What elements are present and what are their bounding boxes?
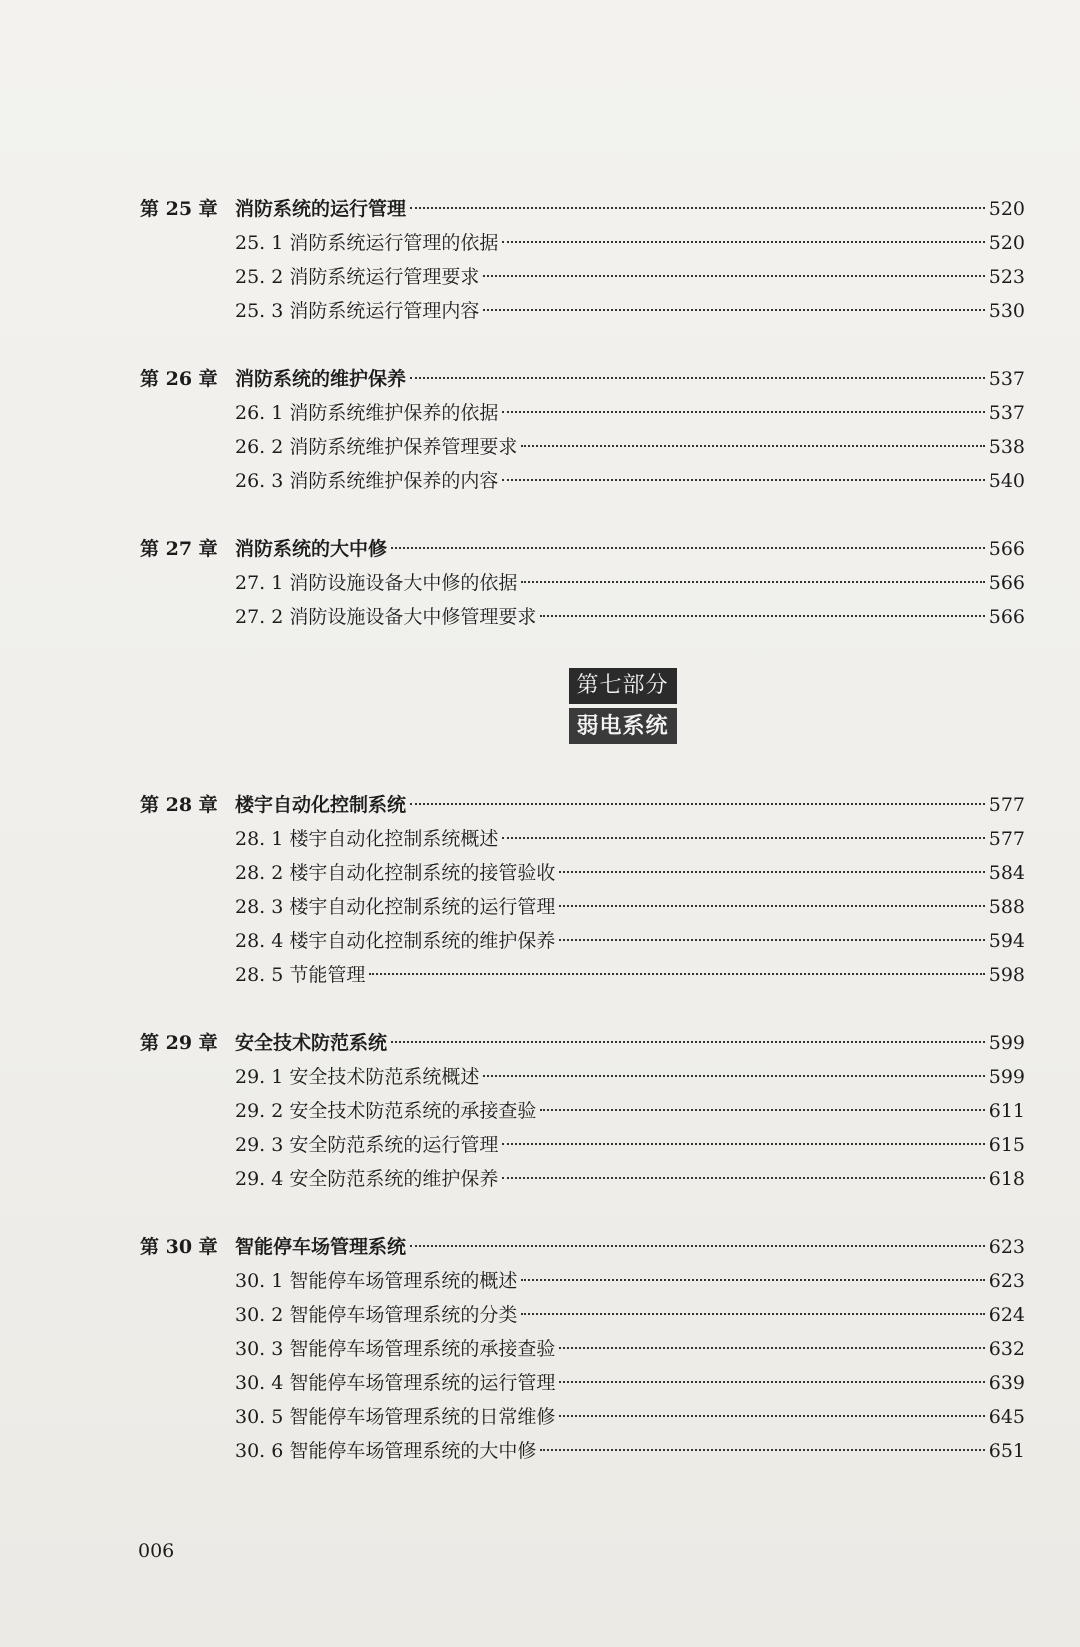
chapter-page: 537 <box>988 368 1025 390</box>
toc-section-row[interactable] <box>140 566 1025 600</box>
chapter-page: 520 <box>988 198 1025 220</box>
toc-chapter-row[interactable] <box>140 532 1025 566</box>
section-page: 577 <box>988 828 1025 850</box>
dot-leader <box>559 1415 984 1417</box>
toc-section-row[interactable] <box>140 396 1025 430</box>
section-title: 29. 1 安全技术防范系统概述 <box>235 1066 480 1088</box>
section-title: 28. 5 节能管理 <box>235 964 366 986</box>
section-page: 632 <box>988 1338 1025 1360</box>
part-name: 弱电系统 <box>569 708 677 744</box>
toc-chapter <box>140 1026 1025 1196</box>
dot-leader <box>502 1143 984 1145</box>
section-title: 26. 1 消防系统维护保养的依据 <box>235 402 499 424</box>
toc-section-row[interactable] <box>140 1332 1025 1366</box>
section-title: 29. 2 安全技术防范系统的承接查验 <box>235 1100 537 1122</box>
dot-leader <box>559 939 984 941</box>
toc-chapter <box>140 532 1025 634</box>
chapter-page: 623 <box>988 1236 1025 1258</box>
toc-chapter <box>140 192 1025 328</box>
toc-section-row[interactable] <box>140 890 1025 924</box>
dot-leader <box>410 377 985 379</box>
section-page: 540 <box>988 470 1025 492</box>
dot-leader <box>483 1075 984 1077</box>
part-heading <box>569 668 677 744</box>
section-title: 30. 5 智能停车场管理系统的日常维修 <box>235 1406 556 1428</box>
toc-chapter <box>140 1230 1025 1468</box>
dot-leader <box>559 1381 984 1383</box>
toc-section-row[interactable] <box>140 1162 1025 1196</box>
dot-leader <box>521 1279 984 1281</box>
chapter-page: 566 <box>988 538 1025 560</box>
section-title: 30. 3 智能停车场管理系统的承接查验 <box>235 1338 556 1360</box>
toc-section-row[interactable] <box>140 1128 1025 1162</box>
dot-leader <box>502 1177 984 1179</box>
dot-leader <box>410 1245 985 1247</box>
dot-leader <box>502 241 984 243</box>
toc-section-row[interactable] <box>140 260 1025 294</box>
section-page: 624 <box>988 1304 1025 1326</box>
section-page: 588 <box>988 896 1025 918</box>
toc-chapter-row[interactable] <box>140 192 1025 226</box>
section-page: 645 <box>988 1406 1025 1428</box>
toc-section-row[interactable] <box>140 924 1025 958</box>
section-page: 611 <box>988 1100 1025 1122</box>
toc-chapter-row[interactable] <box>140 1230 1025 1264</box>
toc-section-row[interactable] <box>140 600 1025 634</box>
chapter-title: 楼宇自动化控制系统 <box>235 794 407 816</box>
toc-section-row[interactable] <box>140 1060 1025 1094</box>
dot-leader <box>521 445 984 447</box>
section-title: 30. 1 智能停车场管理系统的概述 <box>235 1270 518 1292</box>
dot-leader <box>540 615 984 617</box>
section-page: 618 <box>988 1168 1025 1190</box>
toc-section-row[interactable] <box>140 1264 1025 1298</box>
section-page: 599 <box>988 1066 1025 1088</box>
chapter-title: 安全技术防范系统 <box>235 1032 388 1054</box>
chapter-number: 第 29 章 <box>140 1032 218 1054</box>
section-title: 29. 4 安全防范系统的维护保养 <box>235 1168 499 1190</box>
section-title: 28. 4 楼宇自动化控制系统的维护保养 <box>235 930 556 952</box>
dot-leader <box>559 1347 984 1349</box>
chapter-number: 第 30 章 <box>140 1236 218 1258</box>
dot-leader <box>410 803 985 805</box>
dot-leader <box>540 1109 984 1111</box>
section-title: 28. 3 楼宇自动化控制系统的运行管理 <box>235 896 556 918</box>
page-number: 006 <box>138 1540 175 1562</box>
dot-leader <box>540 1449 984 1451</box>
section-page: 566 <box>988 572 1025 594</box>
toc-section-row[interactable] <box>140 226 1025 260</box>
section-page: 520 <box>988 232 1025 254</box>
part-label: 第七部分 <box>569 668 677 704</box>
section-page: 523 <box>988 266 1025 288</box>
toc-chapter-row[interactable] <box>140 1026 1025 1060</box>
section-title: 26. 3 消防系统维护保养的内容 <box>235 470 499 492</box>
chapter-page: 599 <box>988 1032 1025 1054</box>
toc-section-row[interactable] <box>140 1366 1025 1400</box>
toc-section-row[interactable] <box>140 294 1025 328</box>
section-page: 615 <box>988 1134 1025 1156</box>
dot-leader <box>521 1313 984 1315</box>
chapter-title: 智能停车场管理系统 <box>235 1236 407 1258</box>
dot-leader <box>410 207 985 209</box>
toc-chapter <box>140 362 1025 498</box>
section-title: 30. 6 智能停车场管理系统的大中修 <box>235 1440 537 1462</box>
dot-leader <box>391 1041 985 1043</box>
section-title: 27. 1 消防设施设备大中修的依据 <box>235 572 518 594</box>
section-title: 30. 4 智能停车场管理系统的运行管理 <box>235 1372 556 1394</box>
section-page: 594 <box>988 930 1025 952</box>
chapter-title: 消防系统的大中修 <box>235 538 388 560</box>
section-page: 598 <box>988 964 1025 986</box>
toc-section-row[interactable] <box>140 822 1025 856</box>
section-page: 537 <box>988 402 1025 424</box>
toc-section-row[interactable] <box>140 856 1025 890</box>
toc-section-row[interactable] <box>140 1434 1025 1468</box>
chapter-number: 第 25 章 <box>140 198 218 220</box>
section-page: 566 <box>988 606 1025 628</box>
dot-leader <box>369 973 984 975</box>
toc-section-row[interactable] <box>140 958 1025 992</box>
section-page: 530 <box>988 300 1025 322</box>
chapter-page: 577 <box>988 794 1025 816</box>
chapter-title: 消防系统的运行管理 <box>235 198 407 220</box>
section-page: 623 <box>988 1270 1025 1292</box>
dot-leader <box>391 547 985 549</box>
table-of-contents <box>140 192 1025 1502</box>
toc-group-part-six-tail <box>140 192 1025 634</box>
section-page: 651 <box>988 1440 1025 1462</box>
section-title: 29. 3 安全防范系统的运行管理 <box>235 1134 499 1156</box>
dot-leader <box>521 581 984 583</box>
dot-leader <box>502 479 984 481</box>
section-title: 30. 2 智能停车场管理系统的分类 <box>235 1304 518 1326</box>
toc-chapter-row[interactable] <box>140 362 1025 396</box>
dot-leader <box>502 837 984 839</box>
dot-leader <box>559 871 984 873</box>
dot-leader <box>502 411 984 413</box>
chapter-number: 第 26 章 <box>140 368 218 390</box>
toc-section-row[interactable] <box>140 1298 1025 1332</box>
section-title: 25. 1 消防系统运行管理的依据 <box>235 232 499 254</box>
toc-chapter <box>140 788 1025 992</box>
section-title: 27. 2 消防设施设备大中修管理要求 <box>235 606 537 628</box>
section-title: 28. 1 楼宇自动化控制系统概述 <box>235 828 499 850</box>
chapter-number: 第 28 章 <box>140 794 218 816</box>
dot-leader <box>483 275 984 277</box>
dot-leader <box>483 309 984 311</box>
toc-chapter-row[interactable] <box>140 788 1025 822</box>
chapter-title: 消防系统的维护保养 <box>235 368 407 390</box>
section-page: 538 <box>988 436 1025 458</box>
section-page: 584 <box>988 862 1025 884</box>
section-title: 26. 2 消防系统维护保养管理要求 <box>235 436 518 458</box>
section-title: 25. 2 消防系统运行管理要求 <box>235 266 480 288</box>
dot-leader <box>559 905 984 907</box>
toc-group-part-seven <box>140 788 1025 1468</box>
section-page: 639 <box>988 1372 1025 1394</box>
section-title: 28. 2 楼宇自动化控制系统的接管验收 <box>235 862 556 884</box>
chapter-number: 第 27 章 <box>140 538 218 560</box>
toc-section-row[interactable] <box>140 1094 1025 1128</box>
section-title: 25. 3 消防系统运行管理内容 <box>235 300 480 322</box>
toc-section-row[interactable] <box>140 1400 1025 1434</box>
toc-section-row[interactable] <box>140 430 1025 464</box>
toc-section-row[interactable] <box>140 464 1025 498</box>
